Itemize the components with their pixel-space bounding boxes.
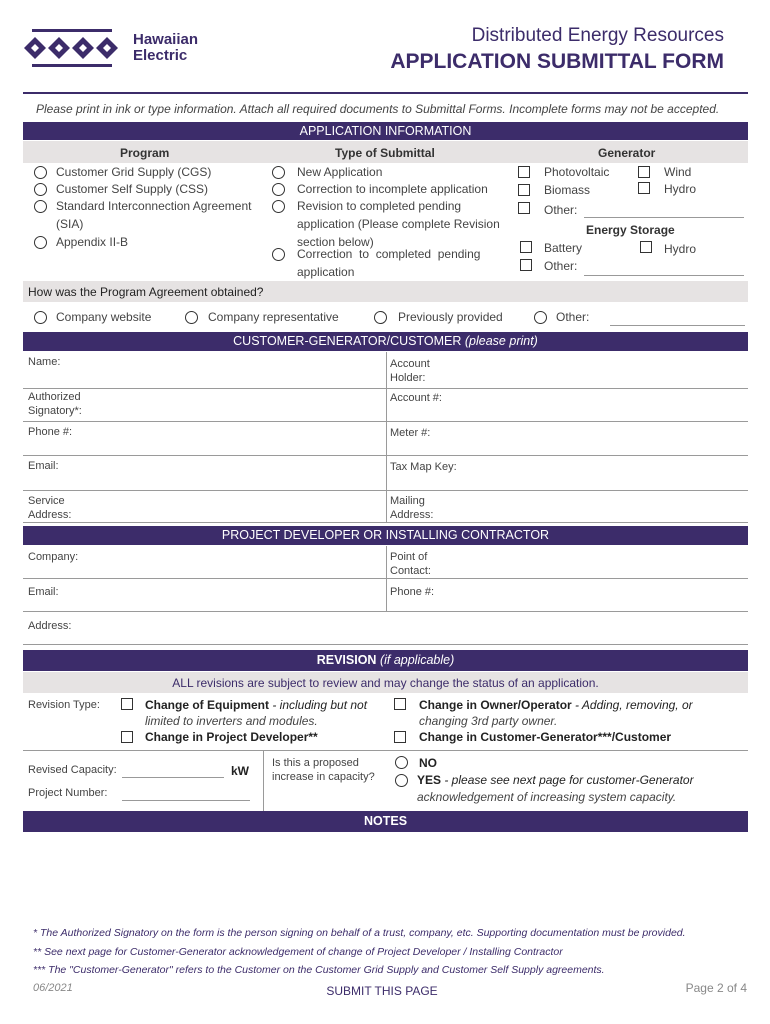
- revision-rule: [23, 750, 748, 751]
- submittal-correction-incomplete-label: Correction to incomplete application: [297, 182, 488, 196]
- generator-hydro-checkbox[interactable]: [638, 182, 650, 194]
- customer-account-holder-label-2: Holder:: [390, 372, 426, 384]
- agreement-question: How was the Program Agreement obtained?: [28, 285, 264, 299]
- revised-capacity-input[interactable]: [122, 777, 224, 778]
- submittal-correction-pending-label-1: Correction to completed pending: [297, 247, 481, 261]
- customer-meter-label: Meter #:: [390, 427, 431, 439]
- program-cgs-radio[interactable]: [34, 166, 47, 179]
- change-customer-label: Change in Customer-Generator***/Customer: [419, 730, 672, 744]
- agreement-other-label: Other:: [556, 310, 590, 324]
- submittal-revision-radio[interactable]: [272, 200, 285, 213]
- customer-rule: [23, 388, 748, 389]
- submittal-correction-pending-label-2: application: [297, 265, 355, 279]
- generator-other-input[interactable]: [584, 217, 744, 218]
- customer-title: CUSTOMER-GENERATOR/CUSTOMER: [233, 334, 462, 348]
- generator-wind-label: Wind: [664, 165, 692, 179]
- change-equipment-label-2: limited to inverters and modules.: [145, 714, 318, 728]
- storage-hydro-checkbox[interactable]: [640, 241, 652, 253]
- customer-rule: [23, 522, 748, 523]
- footnote-3: *** The "Customer-Generator" refers to the Customer on the Customer Grid Supply and Customer Self Supply agreements.: [33, 964, 605, 976]
- revision-title-note: (if applicable): [379, 653, 455, 667]
- storage-battery-label: Battery: [544, 241, 583, 255]
- program-appendix-radio[interactable]: [34, 236, 47, 249]
- project-number-label: Project Number:: [28, 787, 108, 799]
- agreement-previously-radio[interactable]: [374, 311, 387, 324]
- program-sia-label: Standard Interconnection Agreement: [56, 199, 252, 213]
- revision-title: REVISION: [316, 653, 377, 667]
- generator-biomass-label: Biomass: [544, 183, 591, 197]
- submittal-heading: Type of Submittal: [335, 146, 435, 160]
- notes-header: NOTES: [23, 811, 748, 832]
- submittal-correction-incomplete-radio[interactable]: [272, 183, 285, 196]
- instructions: Please print in ink or type information. Attach all required documents to Submittal Forms. Incomplete forms may not be accepted.: [36, 102, 720, 116]
- revision-header: [23, 650, 748, 671]
- storage-other-checkbox[interactable]: [520, 259, 532, 271]
- customer-header: [23, 332, 748, 351]
- customer-signatory-label-1: Authorized: [28, 391, 81, 403]
- capacity-yes-title: YES: [417, 773, 442, 787]
- capacity-yes-label: [417, 773, 694, 787]
- customer-mailing-label-1: Mailing: [390, 495, 425, 507]
- capacity-yes-radio[interactable]: [395, 774, 408, 787]
- storage-other-input[interactable]: [584, 275, 744, 276]
- program-sia-radio[interactable]: [34, 200, 47, 213]
- customer-account-number-label: Account #:: [390, 392, 442, 404]
- developer-company-label: Company:: [28, 551, 79, 563]
- program-cgs-label: Customer Grid Supply (CGS): [56, 165, 212, 179]
- customer-service-label-1: Service: [28, 495, 65, 507]
- change-owner-note: - Adding, removing, or: [571, 698, 693, 712]
- header-rule: [23, 92, 748, 94]
- hawaiian-electric-logo-icon: [22, 28, 122, 68]
- energy-storage-heading: Energy Storage: [586, 223, 675, 237]
- customer-email-label: Email:: [28, 460, 59, 472]
- submittal-new-radio[interactable]: [272, 166, 285, 179]
- customer-mailing-label-2: Address:: [390, 509, 434, 521]
- program-css-radio[interactable]: [34, 183, 47, 196]
- capacity-question-1: Is this a proposed: [272, 757, 359, 769]
- capacity-yes-label-2: acknowledgement of increasing system capacity.: [417, 790, 677, 804]
- change-equipment-note: - including but not: [269, 698, 368, 712]
- developer-contact-label-1: Point of: [390, 551, 428, 563]
- change-owner-label-2: changing 3rd party owner.: [419, 714, 558, 728]
- customer-phone-label: Phone #:: [28, 426, 73, 438]
- generator-hydro-label: Hydro: [664, 182, 697, 196]
- brand-name: Hawaiian Electric: [133, 31, 199, 64]
- change-customer-checkbox[interactable]: [394, 731, 406, 743]
- customer-tax-map-label: Tax Map Key:: [390, 461, 457, 473]
- submit-button[interactable]: SUBMIT THIS PAGE: [326, 984, 438, 998]
- application-information-header: APPLICATION INFORMATION: [23, 122, 748, 140]
- change-owner-title: Change in Owner/Operator: [419, 698, 572, 712]
- customer-account-holder-label-1: Account: [390, 358, 430, 370]
- customer-title-note: (please print): [464, 334, 538, 348]
- revision-type-label: Revision Type:: [28, 699, 100, 711]
- submittal-revision-label-2: application (Please complete Revision: [297, 217, 500, 231]
- agreement-website-radio[interactable]: [34, 311, 47, 324]
- page-number: Page 2 of 4: [685, 981, 747, 995]
- developer-rule: [23, 611, 748, 612]
- revised-capacity-label: Revised Capacity:: [28, 764, 117, 776]
- page-title: APPLICATION SUBMITTAL FORM: [390, 50, 724, 73]
- customer-service-label-2: Address:: [28, 509, 72, 521]
- program-css-label: Customer Self Supply (CSS): [56, 182, 209, 196]
- generator-photovoltaic-label: Photovoltaic: [544, 165, 610, 179]
- developer-phone-label: Phone #:: [390, 586, 435, 598]
- change-developer-label: Change in Project Developer**: [145, 730, 318, 744]
- revision-notice: ALL revisions are subject to review and may change the status of an application.: [172, 676, 599, 690]
- capacity-no-radio[interactable]: [395, 756, 408, 769]
- agreement-representative-label: Company representative: [208, 310, 339, 324]
- agreement-representative-radio[interactable]: [185, 311, 198, 324]
- footnote-1: * The Authorized Signatory on the form is the person signing on behalf of a trust, company, etc. Supporting documentation must be provided.: [33, 927, 686, 939]
- generator-heading: Generator: [598, 146, 656, 160]
- agreement-other-input[interactable]: [610, 325, 745, 326]
- customer-rule: [23, 421, 748, 422]
- submittal-correction-pending-radio[interactable]: [272, 248, 285, 261]
- customer-rule: [23, 455, 748, 456]
- customer-divider: [386, 352, 387, 522]
- generator-other-checkbox[interactable]: [518, 202, 530, 214]
- storage-other-label: Other:: [544, 259, 578, 273]
- developer-contact-label-2: Contact:: [390, 565, 431, 577]
- change-equipment-label: [145, 698, 367, 712]
- developer-header: PROJECT DEVELOPER OR INSTALLING CONTRACTOR: [23, 526, 748, 545]
- customer-name-label: Name:: [28, 356, 61, 368]
- capacity-no-label: NO: [419, 756, 437, 770]
- change-owner-label: [419, 698, 693, 712]
- capacity-question-2: increase in capacity?: [272, 771, 375, 783]
- program-sia-abbrev: (SIA): [56, 217, 84, 231]
- generator-other-label: Other:: [544, 203, 578, 217]
- footer-date: 06/2021: [33, 982, 73, 994]
- change-owner-checkbox[interactable]: [394, 698, 406, 710]
- customer-rule: [23, 490, 748, 491]
- capacity-unit: kW: [231, 764, 249, 778]
- customer-signatory-label-2: Signatory*:: [28, 405, 82, 417]
- change-equipment-checkbox[interactable]: [121, 698, 133, 710]
- storage-battery-checkbox[interactable]: [520, 241, 532, 253]
- project-number-input[interactable]: [122, 800, 250, 801]
- change-developer-checkbox[interactable]: [121, 731, 133, 743]
- revision-divider: [263, 751, 264, 811]
- submittal-revision-label-3: section below): [297, 235, 374, 249]
- generator-wind-checkbox[interactable]: [638, 166, 650, 178]
- developer-email-label: Email:: [28, 586, 59, 598]
- agreement-other-radio[interactable]: [534, 311, 547, 324]
- footnote-2: ** See next page for Customer-Generator acknowledgement of change of Project Developer / Installing Contractor: [33, 946, 563, 958]
- storage-hydro-label: Hydro: [664, 242, 697, 256]
- program-appendix-label: Appendix II-B: [56, 235, 129, 249]
- change-equipment-title: Change of Equipment: [145, 698, 269, 712]
- developer-rule: [23, 644, 748, 645]
- header-subtitle: Distributed Energy Resources: [471, 25, 724, 46]
- agreement-website-label: Company website: [56, 310, 152, 324]
- capacity-yes-note: - please see next page for customer-Generator: [441, 773, 694, 787]
- program-heading: Program: [120, 146, 170, 160]
- notes-area[interactable]: [23, 833, 748, 918]
- generator-photovoltaic-checkbox[interactable]: [518, 166, 530, 178]
- generator-biomass-checkbox[interactable]: [518, 184, 530, 196]
- submittal-new-label: New Application: [297, 165, 383, 179]
- agreement-previously-label: Previously provided: [398, 310, 503, 324]
- developer-address-label: Address:: [28, 620, 72, 632]
- submittal-revision-label-1: Revision to completed pending: [297, 199, 462, 213]
- developer-rule: [23, 578, 748, 579]
